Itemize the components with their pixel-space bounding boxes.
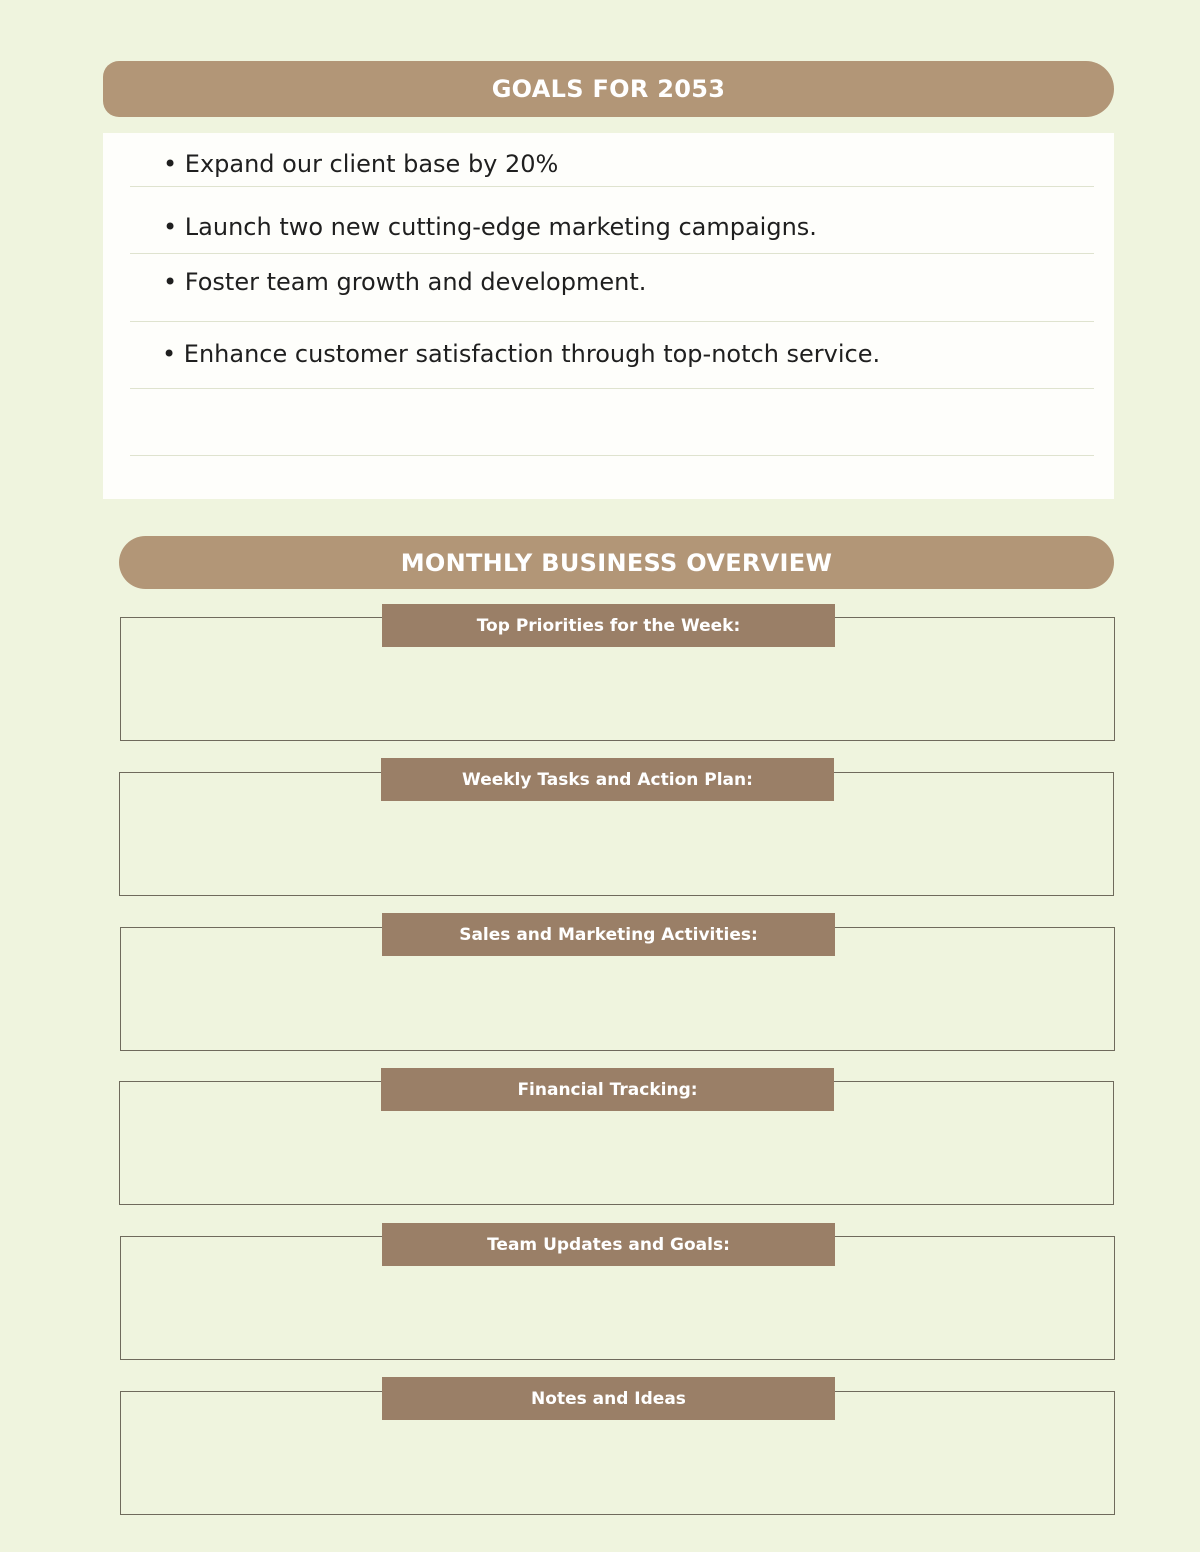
section-financial-tracking-tab — [381, 1068, 834, 1111]
section-label: Notes and Ideas — [531, 1388, 686, 1409]
overview-title: MONTHLY BUSINESS OVERVIEW — [400, 548, 833, 577]
section-notes-ideas-tab — [382, 1377, 835, 1420]
section-label: Sales and Marketing Activities: — [459, 924, 758, 945]
section-label: Top Priorities for the Week: — [476, 615, 741, 636]
divider — [130, 455, 1094, 456]
divider — [130, 321, 1094, 322]
goals-title: GOALS FOR 2053 — [491, 75, 726, 103]
section-label: Team Updates and Goals: — [487, 1234, 730, 1255]
goal-item: • Expand our client base by 20% — [163, 150, 559, 178]
section-sales-marketing-tab — [382, 913, 835, 956]
section-label: Weekly Tasks and Action Plan: — [462, 769, 753, 790]
overview-header — [119, 536, 1114, 589]
goals-header — [103, 61, 1114, 117]
divider — [130, 186, 1094, 187]
goal-item: • Enhance customer satisfaction through top-notch service. — [162, 340, 881, 368]
section-top-priorities-tab — [382, 604, 835, 647]
section-team-updates-tab — [382, 1223, 835, 1266]
goal-item: • Foster team growth and development. — [163, 268, 647, 296]
section-weekly-tasks-tab — [381, 758, 834, 801]
section-label: Financial Tracking: — [517, 1079, 698, 1100]
goal-item: • Launch two new cutting-edge marketing campaigns. — [163, 213, 817, 241]
divider — [130, 388, 1094, 389]
divider — [130, 253, 1094, 254]
goals-list-panel — [103, 133, 1114, 499]
